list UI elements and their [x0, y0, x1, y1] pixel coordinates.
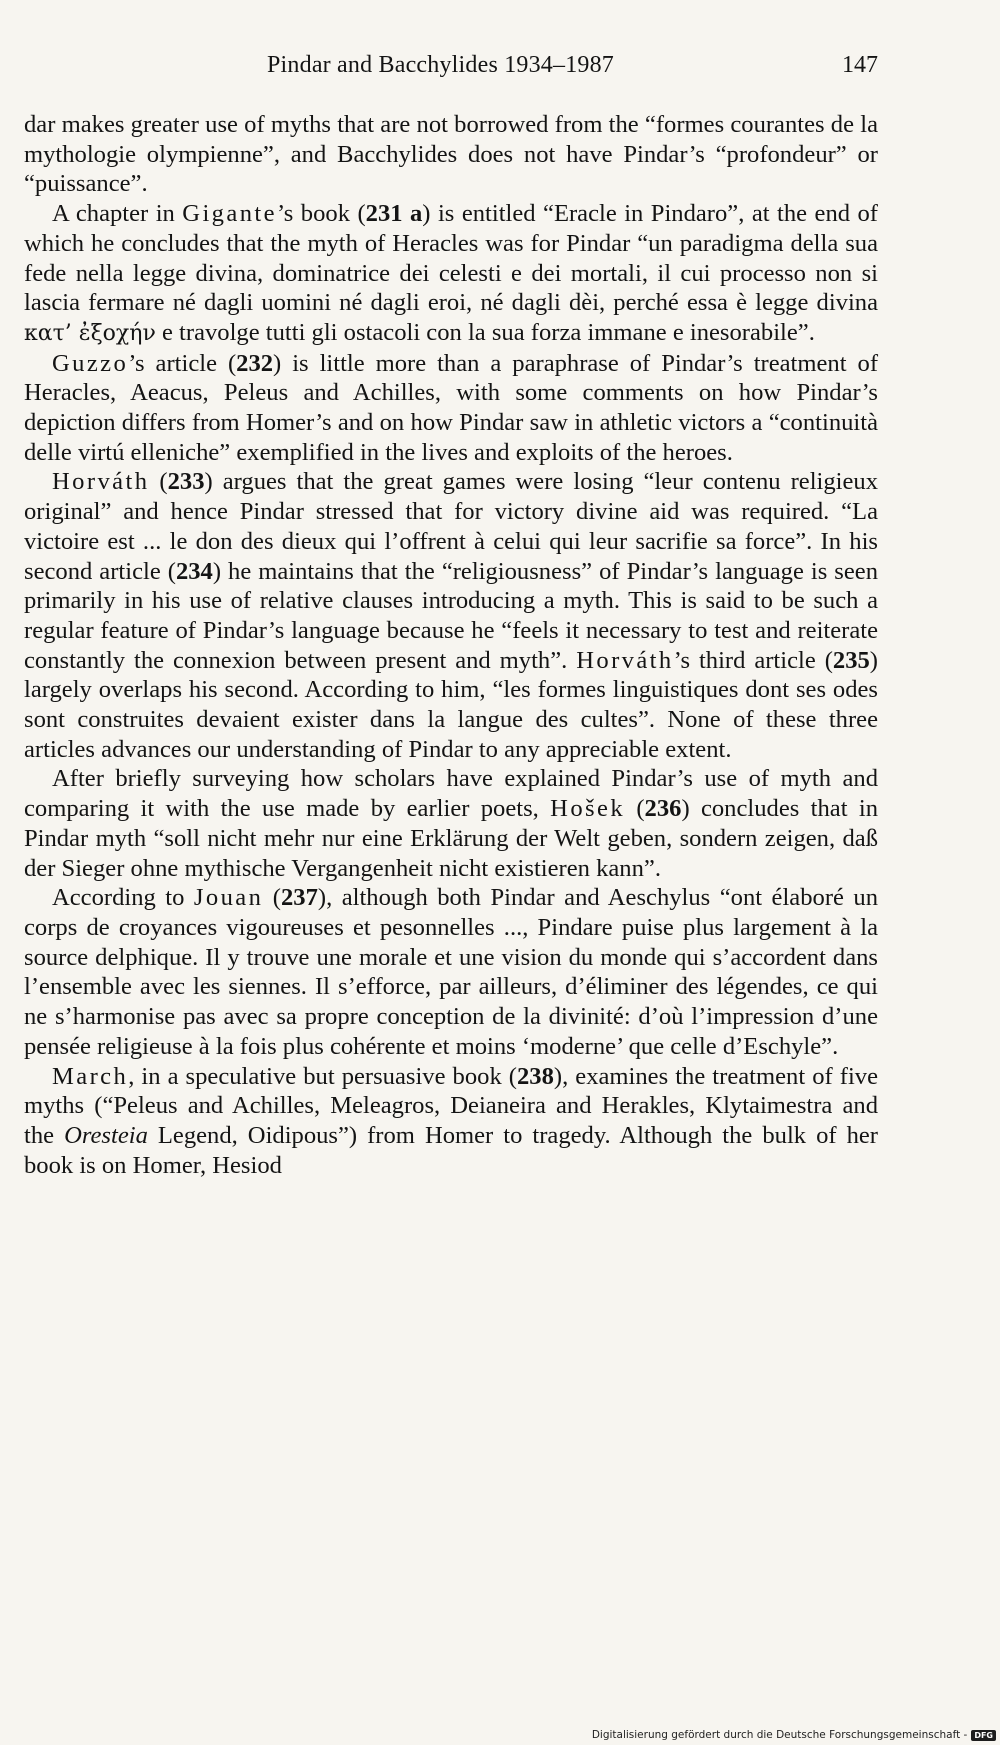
paragraph	[24, 1062, 878, 1181]
author-name: Horváth	[52, 468, 150, 496]
author-name: Gigante	[182, 200, 277, 228]
reference-number: 235	[832, 646, 870, 674]
paragraph	[24, 764, 878, 883]
paragraph	[24, 199, 878, 349]
page-number: 147	[842, 52, 878, 78]
body-text	[24, 110, 878, 1180]
dfg-logo-icon: DFG	[971, 1730, 996, 1741]
reference-number: 232	[236, 349, 274, 377]
paragraph	[24, 110, 878, 199]
paragraph-text: ) is little more than a paraphrase of Pindar’s treatment of Heracles, Aeacus, Peleus and Achilles, with some comments on how Pindar’s depiction differs from Homer’s and on how Pindar saw in athletic victors a “continuità delle virtú elleniche” exemplified in the lives and exploits of the heroes.	[24, 349, 879, 466]
paragraph-text: ), examines the treatment of five myths (“Peleus and Achilles, Meleagros, Deianeira and Herakles, Klytaimestra and the	[24, 1062, 879, 1149]
paragraph-text: According to	[52, 884, 194, 912]
paragraph	[24, 883, 878, 1061]
paragraph-text: dar makes greater use of myths that are not borrowed from the “formes courantes de la mythologie olympienne”, and Bacchylides does not have Pindar’s “profondeur” or “puissance”.	[24, 111, 878, 198]
paragraph-text: (	[625, 795, 645, 823]
reference-number: 233	[167, 468, 205, 496]
paragraph-text: e travolge tutti gli ostacoli con la sua forza immane e inesorabile”.	[155, 318, 815, 346]
reference-number: 237	[280, 884, 318, 912]
paragraph-text: (	[149, 468, 168, 496]
paragraph-text: , in a speculative but persuasive book (	[128, 1062, 517, 1090]
reference-number: 238	[517, 1062, 554, 1090]
reference-number: 234	[175, 557, 213, 585]
paragraph	[24, 349, 878, 468]
paragraph-text: After briefly surveying how scholars have explained Pindar’s use of myth and comparing it with the use made by earlier poets,	[24, 765, 878, 823]
reference-number: 236	[644, 795, 682, 823]
greek-phrase: κατ’ ἐξοχήν	[24, 320, 156, 346]
paragraph-text: ), although both Pindar and Aeschylus “ont élaboré un corps de croyances vigoureuses et pesonnelles ..., Pindare puise plus largement à la source delphique. Il y trouve une morale et une vision du monde qui s’accordent dans l’ensemble avec les siennes. Il s’efforce, par ailleurs, d’éliminer des légendes, ce qui ne s’harmonise pas avec sa propre conception de la divinité: d’où l’impression d’une pensée religieuse à la fois plus cohérente et moins ‘moderne’ que celle d’Eschyle”.	[24, 884, 879, 1060]
paragraph-text: ) concludes that in Pindar myth “soll nicht mehr nur eine Erklärung der Welt geben, sondern zeigen, daß der Sieger ohne mythische Vergangenheit nicht existieren kann”.	[24, 795, 878, 882]
footer-text: Digitalisierung gefördert durch die Deutsche Forschungsgemeinschaft -	[591, 1729, 968, 1741]
author-name: Hošek	[550, 795, 626, 823]
paragraph-text: A chapter in	[52, 200, 183, 228]
paragraph-text: ) is entitled “Eracle in Pindaro”, at the end of which he concludes that the myth of Heracles was for Pindar “un paradigma della sua fede nella legge divina, dominatrice dei celesti e dei mortali, il cui processo non si lascia fermare né dagli uomini né dagli eroi, né dagli dèi, perché essa è legge divina	[24, 200, 878, 317]
author-name: Horváth	[576, 646, 674, 674]
paragraph-text: ’s book (	[276, 200, 366, 228]
author-name: Guzzo	[52, 349, 129, 377]
paragraph-text: ’s article (	[128, 349, 237, 377]
author-name: Jouan	[193, 884, 264, 912]
reference-number: 231 a	[365, 200, 423, 228]
paragraph-text: ’s third article (	[673, 646, 833, 674]
running-title: Pindar and Bacchylides 1934–1987	[267, 52, 615, 78]
paragraph-text: (	[263, 884, 281, 912]
paragraph-text: ) he maintains that the “religiousness” of Pindar’s language is seen primarily in his use of relative clauses introducing a myth. This is said to be such a regular feature of Pindar’s language because he “feels it necessary to test and reiterate constantly the connexion between present and myth”.	[24, 557, 878, 674]
paragraph-text: ) argues that the great games were losing “leur contenu religieux original” and hence Pindar stressed that for victory divine aid was required. “La victoire est ... le don des dieux qui l’offrent à celui qui leur sacrifie sa force”. In his second article (	[24, 468, 878, 585]
author-name: March	[52, 1062, 129, 1090]
paragraph	[24, 467, 878, 764]
paragraph-text: ) largely overlaps his second. According to him, “les formes linguistiques dont ses odes sont construites devaient exister dans la langue des cultes”. None of these three articles advances our understanding of Pindar to any appreciable extent.	[24, 646, 878, 763]
paragraph-text: Legend, Oidipous”) from Homer to tragedy. Although the bulk of her book is on Homer, Hesiod	[24, 1121, 878, 1179]
work-title: Oresteia	[64, 1121, 148, 1149]
digitization-footer	[592, 1729, 996, 1741]
